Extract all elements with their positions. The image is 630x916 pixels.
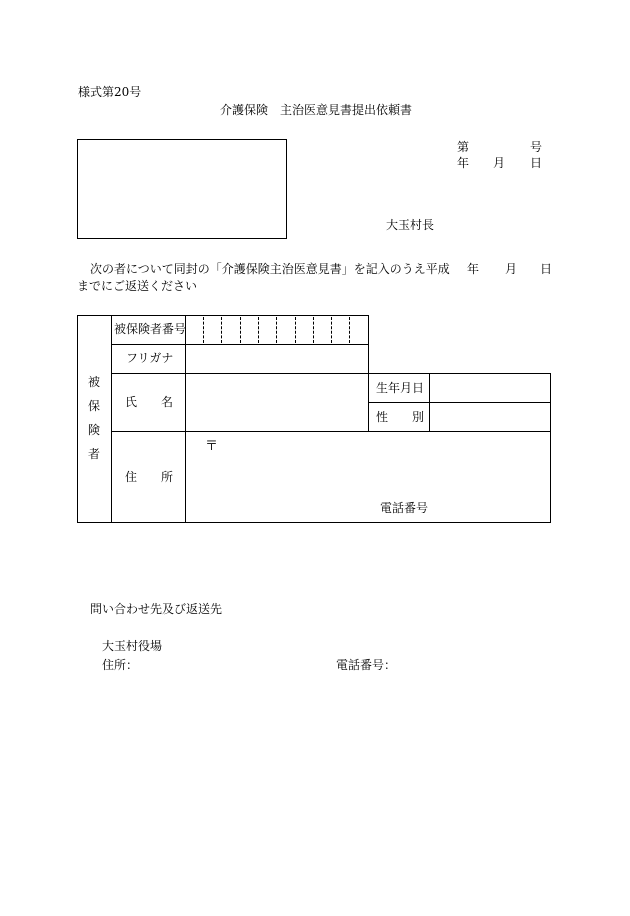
phone-label: 電話番号	[380, 501, 429, 515]
contact-office: 大玉村役場	[102, 639, 163, 653]
date-month-label: 月	[493, 156, 506, 170]
form-number: 様式第20号	[78, 85, 142, 99]
doc-number-suffix: 号	[530, 140, 543, 154]
contact-phone-label: 電話番号：	[336, 658, 397, 672]
sex-label: 性 別	[376, 410, 425, 424]
doc-number-prefix: 第	[457, 140, 470, 154]
insured-side-label: 被 保 険 者	[87, 375, 100, 461]
address-label: 住 所	[125, 470, 174, 484]
request-text-line2: までにご返送ください	[77, 279, 198, 293]
sender-name: 大玉村長	[386, 218, 435, 232]
date-day-label: 日	[530, 156, 543, 170]
name-label: 氏 名	[125, 395, 174, 409]
birthdate-label: 生年月日	[376, 381, 425, 395]
postal-mark: 〒	[205, 439, 219, 454]
contact-address-label: 住所：	[102, 658, 139, 672]
request-day-label: 日	[540, 262, 553, 276]
date-year-label: 年	[457, 156, 470, 170]
request-year-label: 年	[467, 262, 480, 276]
insured-number-label: 被保険者番号	[114, 322, 187, 336]
request-text-line1: 次の者について同封の「介護保険主治医意見書」を記入のうえ平成	[90, 262, 450, 276]
furigana-label: フリガナ	[126, 351, 174, 365]
recipient-address-box	[77, 139, 287, 239]
contact-heading: 問い合わせ先及び返送先	[90, 602, 223, 616]
document-title: 介護保険 主治医意見書提出依頼書	[220, 103, 413, 117]
request-month-label: 月	[505, 262, 518, 276]
